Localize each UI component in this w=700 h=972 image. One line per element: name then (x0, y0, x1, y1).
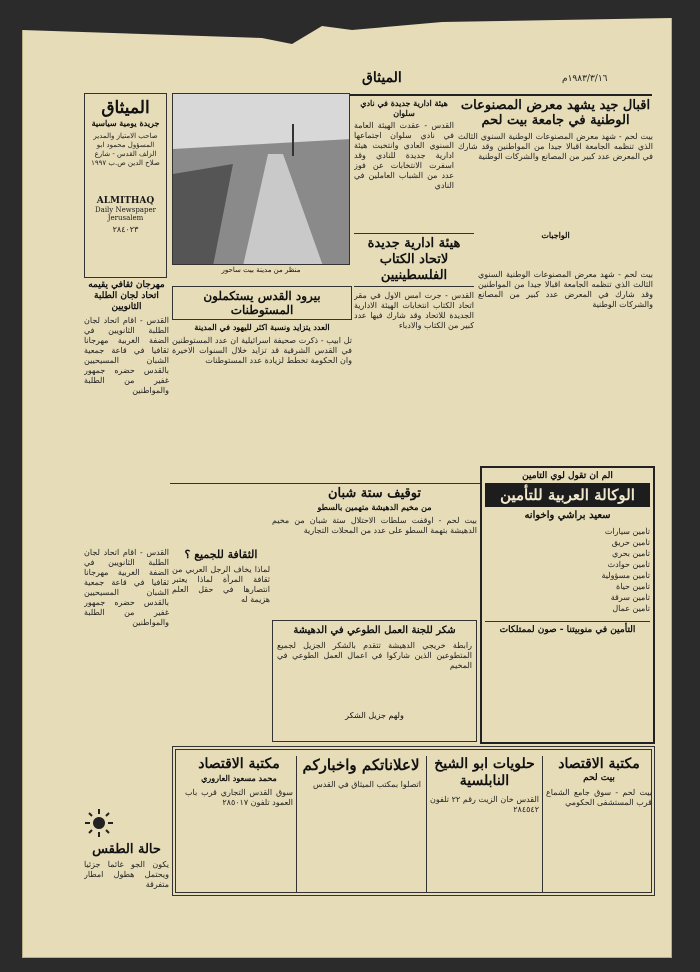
insurance-item: تأمين عمال (612, 604, 650, 613)
article-settlement-headline: بيرود القدس يستكملون المستوطنات (172, 286, 352, 320)
thanks-headline: شكر للجنة العمل الطوعي في الدهيشة (293, 625, 456, 636)
nameplate-box: الميثاق جريدة يومية سياسية صاحب الامتياز والمدير المسؤول محمود ابو الزلف القدس - شارع صلاح الدين ص.ب ١٩٩٧ ALMITHAQ Daily Newspaper Jerusalem ٢٨٤٠٢٣ (84, 93, 167, 278)
sun-icon (84, 808, 114, 838)
divider (170, 483, 480, 484)
left-article (84, 280, 169, 540)
insurance-item: تأمين حوادث (607, 560, 650, 569)
article-club (354, 98, 454, 248)
newspaper-page (22, 8, 672, 958)
insurance-item: تأمين سيارات (604, 527, 650, 536)
bottom-ad-title: مكتبة الاقتصاد (558, 756, 640, 772)
nameplate-phone: ٢٨٤٠٢٣ (112, 225, 139, 234)
bottom-ad-sub: بيت لحم (583, 773, 615, 783)
article-exhibition-body: بيت لحم - شهد معرض المصنوعات الوطنية السنوي الثالث الذي تنظمه الجامعة اقبالا جيدا من المواطنين وقد شارك في المعرض عدد كبير من المصانع والشركات الوطنية (458, 132, 653, 161)
insurance-top: الم ان تقول لوي التأمين (522, 471, 613, 481)
insurance-list (485, 527, 650, 615)
bottom-ad-body: بيت لحم - سوق جامع الشماع قرب المستشفى الحكومي (546, 788, 652, 807)
bottom-ad-body: القدس خان الزيت رقم ٢٢ تلفون ٢٨٤٥٤٢ (430, 795, 539, 814)
left-article-body: القدس - اقام اتحاد لجان الطلبة الثانويين في الضفة الغربية مهرجانا ثقافيا في قاعة جمعية الشبان المسيحيين بالقدس حضره جمهور غفير من الطلبة والمواطنين (84, 316, 169, 395)
photo-road (172, 93, 350, 265)
article-settlement-subhead: العدد يتزايد ونسبة اكثر لليهود في المدينة (194, 322, 330, 332)
nameplate-latin-sub: Daily Newspaper (95, 206, 156, 214)
torn-edge (22, 8, 672, 48)
photo-image (173, 94, 350, 265)
article-right-body: بيت لحم - شهد معرض المصنوعات الوطنية السنوي الثالث الذي تنظمه الجامعة اقبالا جيدا من المواطنين وقد شارك في المعرض عدد كبير من المصانع والشركات الوطنية (478, 270, 653, 309)
insurance-item: تأمين حريق (611, 538, 650, 547)
bottom-ad-1 (546, 756, 652, 892)
bottom-ad-body: اتصلوا بمكتب الميثاق في القدس (312, 780, 421, 789)
article-club-headline: هيئة ادارية جديدة في نادي سلوان (360, 98, 448, 118)
bottom-ads-frame (172, 746, 655, 896)
bottom-ad-title: مكتبة الاقتصاد (198, 756, 280, 772)
weather-body: يكون الجو غائما جزئيا ويحتمل هطول امطار متفرقة (84, 860, 169, 889)
weather-box (84, 808, 169, 898)
insurance-item: تأمين حياة (616, 582, 650, 591)
insurance-footer: التأمين في منوبيتنا - صون لممتلكات (485, 621, 650, 635)
article-writers-body: القدس - جرت امس الاول في مقر اتحاد الكتاب انتخابات الهيئة الادارية الجديدة للاتحاد وقد شارك فيها عدد كبير من الكتاب والادباء (354, 291, 474, 330)
thanks-box (272, 620, 477, 742)
article-exhibition-headline: اقبال جيد يشهد معرض المصنوعات الوطنية في جامعة بيت لحم (460, 98, 651, 128)
bottom-ad-4 (182, 756, 297, 892)
article-culture-body: لماذا يخاف الرجل العربي من ثقافة المرأة لماذا يعتبر انتصارها في حقل العلم هزيمة له (172, 565, 270, 604)
insurance-item: تأمين بحري (611, 549, 650, 558)
thanks-body: رابطة خريجي الدهيشة تتقدم بالشكر الجزيل لجميع المتطوعين الذين شاركوا في اعمال العمل الطوعي في المخيم (277, 641, 472, 670)
article-exhibition-sub: الواجبات (541, 230, 570, 240)
nameplate-subtitle: جريدة يومية سياسية (91, 118, 160, 128)
bottom-ad-body: سوق القدس التجاري قرب باب العمود تلفون ٢٨٥٠١٧ (185, 788, 293, 807)
photo-caption: منظر من مدينة بيت ساحور (221, 266, 301, 274)
nameplate-city: Jerusalem (107, 214, 144, 222)
weather-title: حالة الطقس (92, 842, 161, 857)
insurance-ad (480, 466, 655, 744)
left-body-2: القدس - اقام اتحاد لجان الطلبة الثانويين في الضفة الغربية مهرجانا ثقافيا في قاعة جمعية الشبان المسيحيين بالقدس حضره جمهور غفير من الطلبة والمواطنين (84, 548, 169, 627)
insurance-item: تأمين سرقة (610, 593, 650, 602)
nameplate-title: الميثاق (101, 98, 150, 118)
nameplate-latin: ALMITHAQ (96, 196, 155, 206)
bottom-ad-title: لاعلاناتكم واخباركم (302, 756, 420, 774)
article-writers (354, 233, 474, 473)
masthead-logo: الميثاق (362, 70, 402, 86)
left-article-headline: مهرجان ثقافي يقيمه اتحاد لجان الطلبة الثانويين (88, 280, 165, 312)
article-arrest (272, 486, 477, 616)
masthead-date: ١٩٨٣/٣/١٦م (562, 74, 608, 84)
article-arrest-subhead: من مخيم الدهيشة متهمين بالسطو (317, 502, 432, 512)
insurance-name: الوكالة العربية للتأمين (485, 483, 650, 507)
article-arrest-body: بيت لحم - اوقفت سلطات الاحتلال ستة شبان من مخيم الدهيشة بتهمة السطو على عدد من المحلات التجارية (272, 516, 477, 535)
article-exhibition (458, 98, 653, 263)
article-settlement-body: تل ابيب - ذكرت صحيفة اسرائيلية ان عدد المستوطنين في القدس الشرقية قد تزايد خلال السنوات الاخيرة وان الحكومة تخطط لزيادة عدد المستوطنات (172, 336, 352, 365)
bottom-ad-sub: محمد مسعود العاروري (201, 773, 277, 783)
article-club-body: القدس - عقدت الهيئة العامة في نادي سلوان اجتماعها السنوي العادي وانتخبت هيئة ادارية جديدة للنادي وقد اسفرت الانتخابات عن فوز عدد من الشباب العاملين في النادي (354, 121, 454, 190)
bottom-ad-3 (301, 756, 421, 892)
bottom-ad-title: حلويات ابو الشيخ النابلسية (434, 756, 535, 789)
article-arrest-headline: توقيف ستة شبان (327, 486, 422, 501)
article-settlement (172, 286, 352, 486)
article-writers-headline: هيئة ادارية جديدة لاتحاد الكتاب الفلسطينيين (354, 233, 474, 287)
bottom-ad-2 (426, 756, 543, 892)
article-culture-headline: الثقافة للجميع ؟ (184, 548, 258, 561)
insurance-people: سعيد براشي واخوانه (524, 510, 611, 521)
insurance-item: تأمين مسؤولية (601, 571, 650, 580)
thanks-sign: ولهم جزيل الشكر (345, 711, 404, 720)
article-culture (172, 548, 270, 743)
